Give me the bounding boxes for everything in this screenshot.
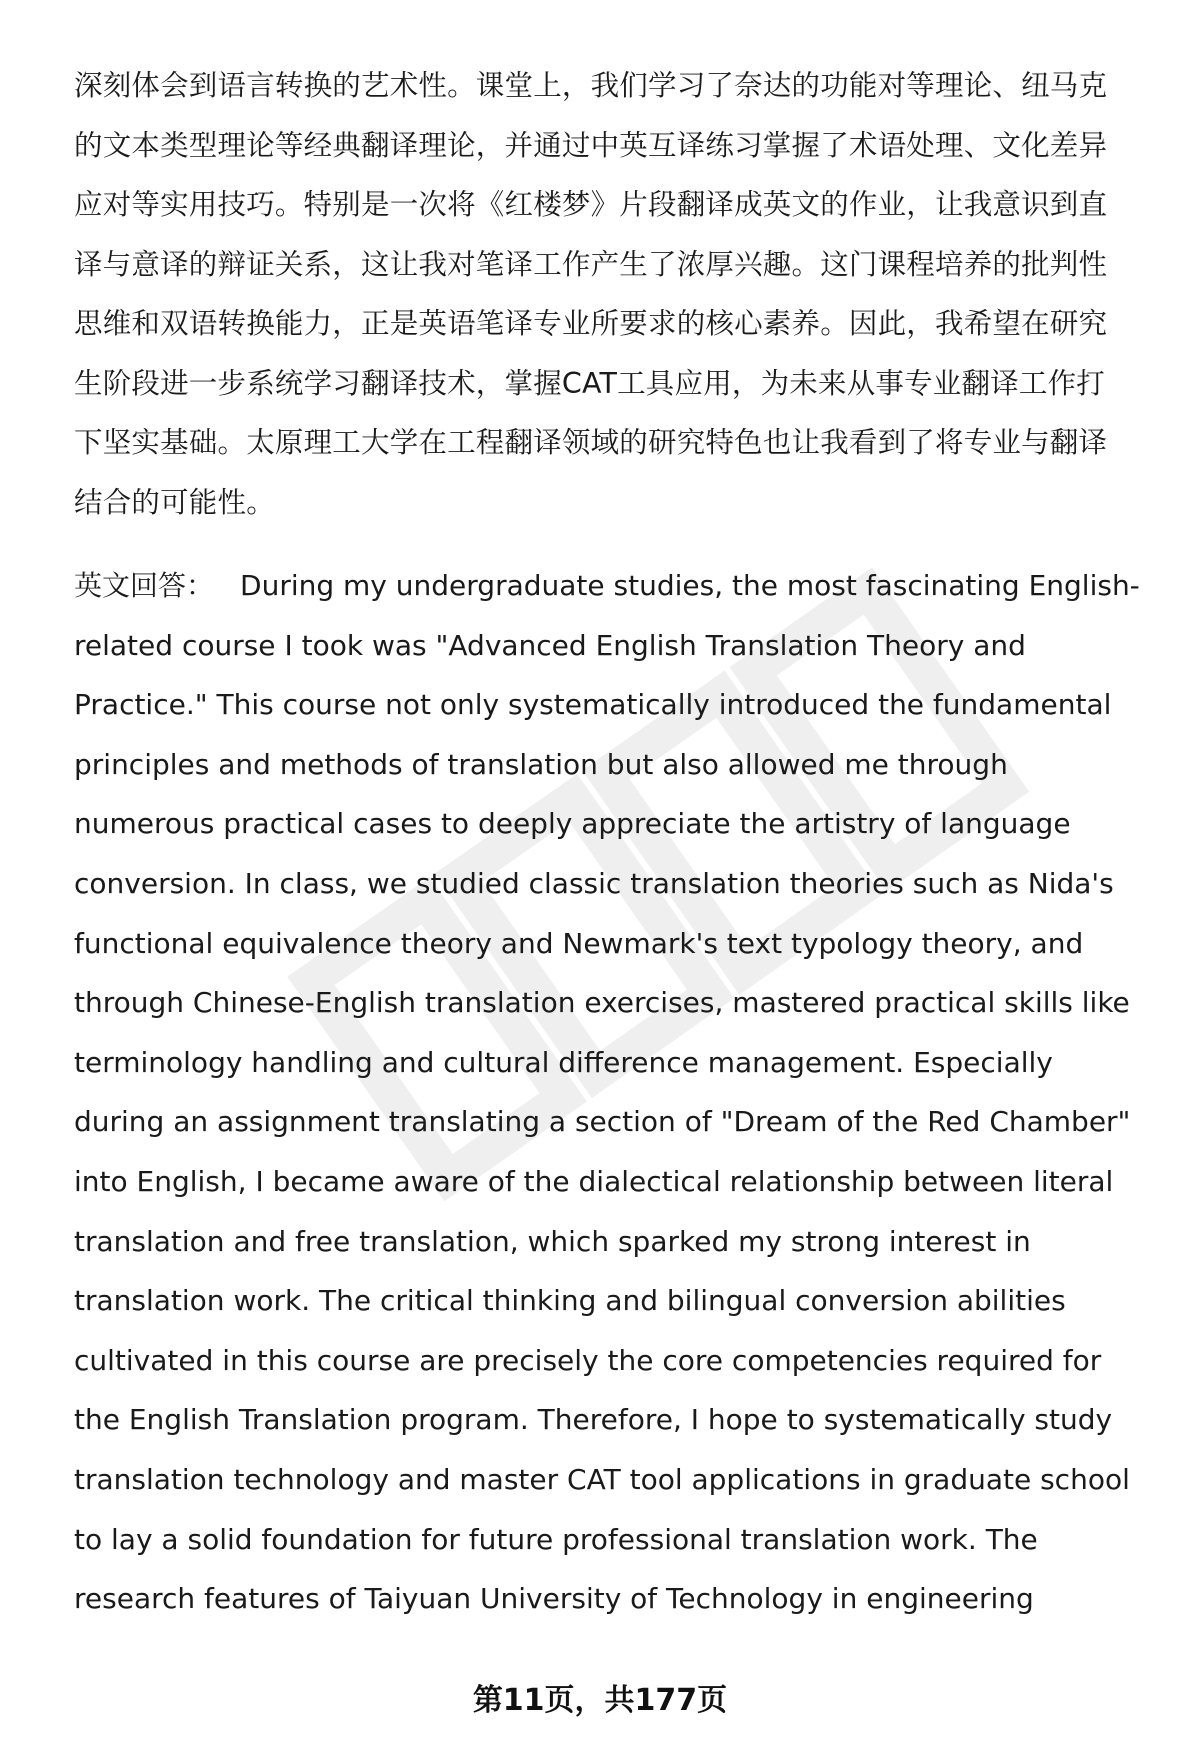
chinese-line: 结合的可能性。 [74,485,275,519]
english-line: related course I took was "Advanced English Translation Theory and [74,628,1026,662]
english-line: translation work. The critical thinking and bilingual conversion abilities [74,1284,1066,1318]
english-line: terminology handling and cultural difference management. Especially [74,1045,1053,1079]
english-line: numerous practical cases to deeply appreciate the artistry of language [74,807,1071,841]
english-line: research features of Taiyuan University of Technology in engineering [74,1582,1034,1616]
english-line: into English, I became aware of the dialectical relationship between literal [74,1164,1114,1198]
page-number-footer: 第11页，共177页 [472,1683,728,1718]
english-line: through Chinese-English translation exercises, mastered practical skills like [74,986,1130,1020]
english-line: conversion. In class, we studied classic translation theories such as Nida's [74,866,1114,900]
english-line: the English Translation program. Therefore, I hope to systematically study [74,1403,1113,1437]
chinese-line: 深刻体会到语言转换的艺术性。课堂上，我们学习了奈达的功能对等理论、纽马克 [74,69,1108,102]
chinese-line: 译与意译的辩证关系，这让我对笔译工作产生了浓厚兴趣。这门课程培养的批判性 [74,247,1108,281]
english-line: translation technology and master CAT tool applications in graduate school [74,1462,1130,1496]
english-line: principles and methods of translation but also allowed me through [74,747,1008,781]
english-first-line [74,556,1154,616]
english-answer-label: 英文回答： [74,569,215,602]
english-answer-paragraph [74,556,1154,1629]
chinese-line: 生阶段进一步系统学习翻译技术，掌握CAT工具应用，为未来从事专业翻译工作打 [74,366,1105,400]
english-line: Practice." This course not only systematically introduced the fundamental [74,688,1112,722]
english-line: during an assignment translating a section of "Dream of the Red Chamber" [74,1105,1131,1139]
chinese-line: 的文本类型理论等经典翻译理论，并通过中英互译练习掌握了术语处理、文化差异 [74,128,1108,162]
chinese-paragraph [74,56,1154,532]
english-line: to lay a solid foundation for future professional translation work. The [74,1522,1038,1556]
chinese-line: 下坚实基础。太原理工大学在工程翻译领域的研究特色也让我看到了将专业与翻译 [74,426,1108,459]
chinese-line: 思维和双语转换能力，正是英语笔译专业所要求的核心素养。因此，我希望在研究 [74,307,1108,340]
english-line: cultivated in this course are precisely the core competencies required for [74,1343,1102,1377]
english-line: During my undergraduate studies, the most fascinating English- [240,569,1140,602]
document-body [74,56,1154,1629]
english-line: translation and free translation, which sparked my strong interest in [74,1224,1031,1258]
english-line: functional equivalence theory and Newmark's text typology theory, and [74,926,1084,960]
chinese-line: 应对等实用技巧。特别是一次将《红楼梦》片段翻译成英文的作业，让我意识到直 [74,188,1108,221]
